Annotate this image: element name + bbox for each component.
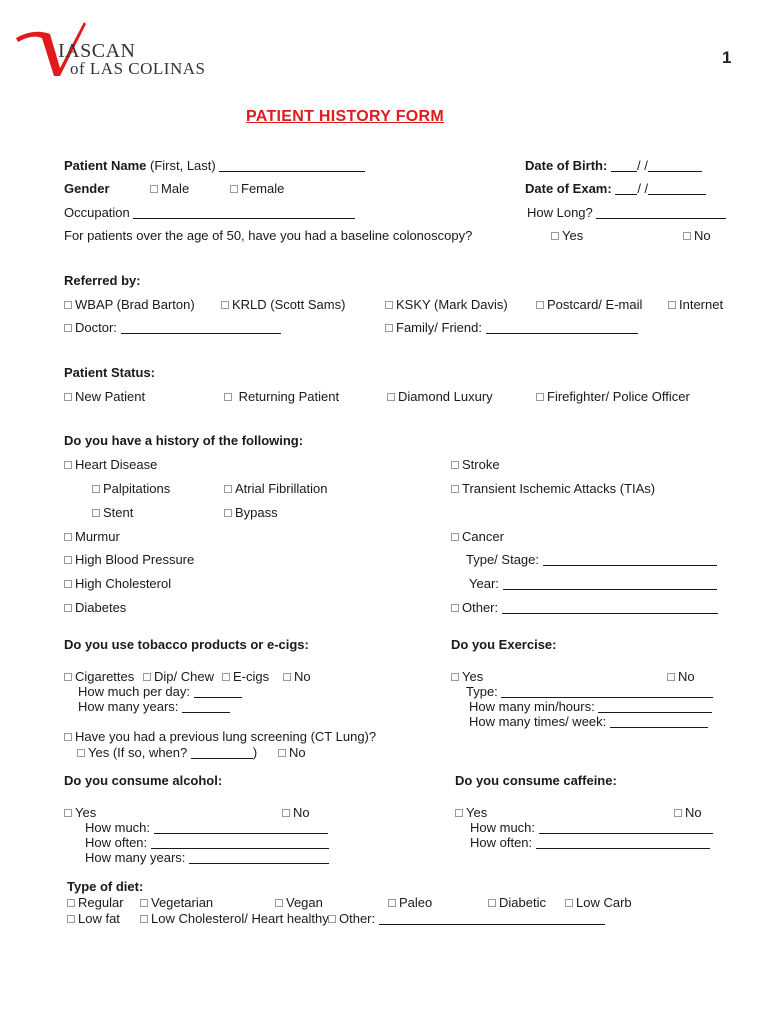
checkbox[interactable] xyxy=(388,899,396,907)
cancer-year-row xyxy=(469,576,717,592)
tobacco-per-day-row: How much per day: xyxy=(78,684,242,700)
history-heading: Do you have a history of the following: xyxy=(64,433,304,448)
tobacco-years-row: How many years: xyxy=(78,699,230,715)
checkbox[interactable] xyxy=(451,604,459,612)
status-returning-option[interactable]: Returning Patient xyxy=(224,389,339,405)
checkbox[interactable] xyxy=(64,301,72,309)
checkbox[interactable] xyxy=(64,556,72,564)
checkbox[interactable] xyxy=(674,809,682,817)
checkbox[interactable] xyxy=(275,899,283,907)
checkbox[interactable] xyxy=(668,301,676,309)
history-stent[interactable]: Stent xyxy=(92,505,133,521)
history-cholesterol[interactable]: High Cholesterol xyxy=(64,576,171,592)
diet-low-carb[interactable]: Low Carb xyxy=(565,895,632,911)
checkbox[interactable] xyxy=(150,185,158,193)
occupation-field[interactable] xyxy=(133,206,355,219)
cancer-year-label: Year: xyxy=(469,576,499,591)
diet-paleo[interactable]: Paleo xyxy=(388,895,432,911)
tobacco-per-day-field[interactable] xyxy=(194,685,242,698)
history-other-field[interactable] xyxy=(502,601,718,614)
caffeine-heading: Do you consume caffeine: xyxy=(455,773,617,788)
checkbox[interactable] xyxy=(282,809,290,817)
viascan-logo xyxy=(14,20,206,83)
checkbox[interactable] xyxy=(64,604,72,612)
history-heart-disease[interactable]: Heart Disease xyxy=(64,457,157,473)
tobacco-ecigs[interactable]: E-cigs xyxy=(222,669,269,685)
diet-regular[interactable]: Regular xyxy=(67,895,124,911)
checkbox[interactable] xyxy=(451,533,459,541)
checkbox[interactable] xyxy=(451,485,459,493)
patient-name-row xyxy=(64,158,365,174)
checkbox[interactable] xyxy=(328,915,336,923)
how-long-label: How Long? xyxy=(527,205,593,220)
how-long-row xyxy=(527,205,726,221)
exam-month-field[interactable] xyxy=(615,182,637,195)
history-afib[interactable]: Atrial Fibrillation xyxy=(224,481,327,497)
diet-diabetic[interactable]: Diabetic xyxy=(488,895,546,911)
status-diamond-option[interactable]: Diamond Luxury xyxy=(387,389,493,405)
exercise-minutes-row: How many min/hours: xyxy=(469,699,712,715)
checkbox[interactable] xyxy=(283,673,291,681)
checkbox[interactable] xyxy=(451,461,459,469)
dob-format: / / xyxy=(636,158,648,173)
dob-row xyxy=(525,158,702,174)
checkbox[interactable] xyxy=(451,673,459,681)
referred-krld-option[interactable]: KRLD (Scott Sams) xyxy=(221,297,345,313)
checkbox[interactable] xyxy=(385,324,393,332)
exercise-yes[interactable]: Yes xyxy=(451,669,483,685)
checkbox[interactable] xyxy=(221,301,229,309)
status-new-option[interactable]: New Patient xyxy=(64,389,145,405)
history-murmur[interactable]: Murmur xyxy=(64,529,120,545)
checkbox[interactable] xyxy=(455,809,463,817)
form-title: PATIENT HISTORY FORM xyxy=(246,108,445,125)
lung-yes-option[interactable]: Yes (If so, when? ) xyxy=(77,745,257,761)
referred-doctor-option[interactable]: Doctor: xyxy=(64,320,281,336)
checkbox[interactable] xyxy=(683,232,691,240)
exam-year-field[interactable] xyxy=(648,182,706,195)
checkbox[interactable] xyxy=(667,673,675,681)
checkbox[interactable] xyxy=(140,899,148,907)
alcohol-no[interactable]: No xyxy=(282,805,310,821)
colonoscopy-no-option[interactable]: No xyxy=(683,228,711,244)
dob-label: Date of Birth: xyxy=(525,158,608,173)
checkbox[interactable] xyxy=(385,301,393,309)
cancer-type-field[interactable] xyxy=(543,553,717,566)
referred-wbap-option[interactable]: WBAP (Brad Barton) xyxy=(64,297,195,313)
tobacco-dip[interactable]: Dip/ Chew xyxy=(143,669,214,685)
checkbox[interactable] xyxy=(92,509,100,517)
checkbox[interactable] xyxy=(64,533,72,541)
alcohol-much-field[interactable] xyxy=(154,821,328,834)
exercise-times-row: How many times/ week: xyxy=(469,714,708,730)
exercise-heading: Do you Exercise: xyxy=(451,637,557,652)
checkbox[interactable] xyxy=(387,393,395,401)
alcohol-often-row: How often: xyxy=(85,835,329,851)
caffeine-no[interactable]: No xyxy=(674,805,702,821)
diet-other-field[interactable] xyxy=(379,912,605,925)
diet-low-cholesterol[interactable]: Low Cholesterol/ Heart healthy xyxy=(140,911,329,927)
referred-internet-option[interactable]: Internet xyxy=(668,297,723,313)
cancer-year-field[interactable] xyxy=(503,577,717,590)
diet-vegan[interactable]: Vegan xyxy=(275,895,323,911)
checkbox[interactable] xyxy=(64,673,72,681)
tobacco-years-field[interactable] xyxy=(182,700,230,713)
history-stroke[interactable]: Stroke xyxy=(451,457,500,473)
checkbox[interactable] xyxy=(536,301,544,309)
history-cancer[interactable]: Cancer xyxy=(451,529,504,545)
gender-male-option[interactable]: Male xyxy=(150,181,189,197)
caffeine-much-row: How much: xyxy=(470,820,713,836)
patient-name-label: Patient Name xyxy=(64,158,147,173)
caffeine-often-row: How often: xyxy=(470,835,710,851)
checkbox[interactable] xyxy=(536,393,544,401)
dob-year-field[interactable] xyxy=(648,159,702,172)
checkbox[interactable] xyxy=(224,393,232,401)
exam-date-row xyxy=(525,181,706,197)
colonoscopy-yes-option[interactable]: Yes xyxy=(551,228,583,244)
checkbox[interactable] xyxy=(64,393,72,401)
checkbox[interactable] xyxy=(140,915,148,923)
tobacco-cigarettes[interactable]: Cigarettes xyxy=(64,669,134,685)
alcohol-years-field[interactable] xyxy=(189,851,329,864)
page-number: 1 xyxy=(722,48,732,67)
checkbox[interactable] xyxy=(222,673,230,681)
cancer-type-label: Type/ Stage: xyxy=(466,552,539,567)
alcohol-often-field[interactable] xyxy=(151,836,329,849)
occupation-row xyxy=(64,205,355,221)
checkbox[interactable] xyxy=(551,232,559,240)
history-diabetes[interactable]: Diabetes xyxy=(64,600,126,616)
history-palpitations[interactable]: Palpitations xyxy=(92,481,170,497)
checkbox[interactable] xyxy=(143,673,151,681)
checkbox[interactable] xyxy=(77,749,85,757)
how-long-field[interactable] xyxy=(596,206,726,219)
alcohol-yes[interactable]: Yes xyxy=(64,805,96,821)
patient-name-field[interactable] xyxy=(219,159,365,172)
lung-when-field[interactable] xyxy=(191,746,253,759)
checkbox[interactable] xyxy=(67,915,75,923)
dob-month-field[interactable] xyxy=(611,159,637,172)
exam-date-label: Date of Exam: xyxy=(525,181,612,196)
lung-screening-question: Have you had a previous lung screening (CT Lung)? xyxy=(64,729,376,745)
exercise-type-field[interactable] xyxy=(501,685,713,698)
occupation-label: Occupation xyxy=(64,205,130,220)
diet-heading: Type of diet: xyxy=(67,879,144,894)
lung-no-option[interactable]: No xyxy=(278,745,306,761)
referred-heading: Referred by: xyxy=(64,273,141,288)
diet-vegetarian[interactable]: Vegetarian xyxy=(140,895,213,911)
history-bypass[interactable]: Bypass xyxy=(224,505,278,521)
checkbox[interactable] xyxy=(64,809,72,817)
caffeine-much-field[interactable] xyxy=(539,821,713,834)
alcohol-years-row: How many years: xyxy=(85,850,329,866)
cancer-type-row xyxy=(466,552,717,568)
checkbox[interactable] xyxy=(224,485,232,493)
checkbox[interactable] xyxy=(64,324,72,332)
checkbox[interactable] xyxy=(278,749,286,757)
checkbox[interactable] xyxy=(64,733,72,741)
checkbox[interactable] xyxy=(64,580,72,588)
checkbox[interactable] xyxy=(565,899,573,907)
gender-label: Gender xyxy=(64,181,110,196)
gender-female-option[interactable]: Female xyxy=(230,181,284,197)
caffeine-often-field[interactable] xyxy=(536,836,710,849)
exercise-type-row: Type: xyxy=(466,684,713,700)
alcohol-much-row: How much: xyxy=(85,820,328,836)
status-heading: Patient Status: xyxy=(64,365,156,380)
checkbox[interactable] xyxy=(92,485,100,493)
exercise-times-field[interactable] xyxy=(610,715,708,728)
history-tia[interactable]: Transient Ischemic Attacks (TIAs) xyxy=(451,481,655,497)
exercise-no[interactable]: No xyxy=(667,669,695,685)
checkbox[interactable] xyxy=(224,509,232,517)
logo-line1: IASCAN xyxy=(58,40,136,62)
checkbox[interactable] xyxy=(64,461,72,469)
colonoscopy-question: For patients over the age of 50, have you had a baseline colonoscopy? xyxy=(64,228,473,243)
tobacco-no[interactable]: No xyxy=(283,669,311,685)
history-other[interactable]: Other: xyxy=(451,600,718,616)
caffeine-yes[interactable]: Yes xyxy=(455,805,487,821)
status-firefighter-option[interactable]: Firefighter/ Police Officer xyxy=(536,389,690,405)
logo-line2: of LAS COLINAS xyxy=(70,59,206,78)
family-field[interactable] xyxy=(486,321,638,334)
history-hbp[interactable]: High Blood Pressure xyxy=(64,552,194,568)
exercise-minutes-field[interactable] xyxy=(598,700,712,713)
referred-postcard-option[interactable]: Postcard/ E-mail xyxy=(536,297,642,313)
alcohol-heading: Do you consume alcohol: xyxy=(64,773,223,788)
referred-ksky-option[interactable]: KSKY (Mark Davis) xyxy=(385,297,508,313)
patient-name-hint: (First, Last) xyxy=(150,158,216,173)
referred-family-option[interactable]: Family/ Friend: xyxy=(385,320,638,336)
diet-low-fat[interactable]: Low fat xyxy=(67,911,120,927)
checkbox[interactable] xyxy=(230,185,238,193)
checkbox[interactable] xyxy=(488,899,496,907)
exam-date-format: / / xyxy=(637,181,649,196)
tobacco-heading: Do you use tobacco products or e-cigs: xyxy=(64,637,309,652)
diet-other[interactable]: Other: xyxy=(328,911,605,927)
checkbox[interactable] xyxy=(67,899,75,907)
doctor-field[interactable] xyxy=(121,321,281,334)
